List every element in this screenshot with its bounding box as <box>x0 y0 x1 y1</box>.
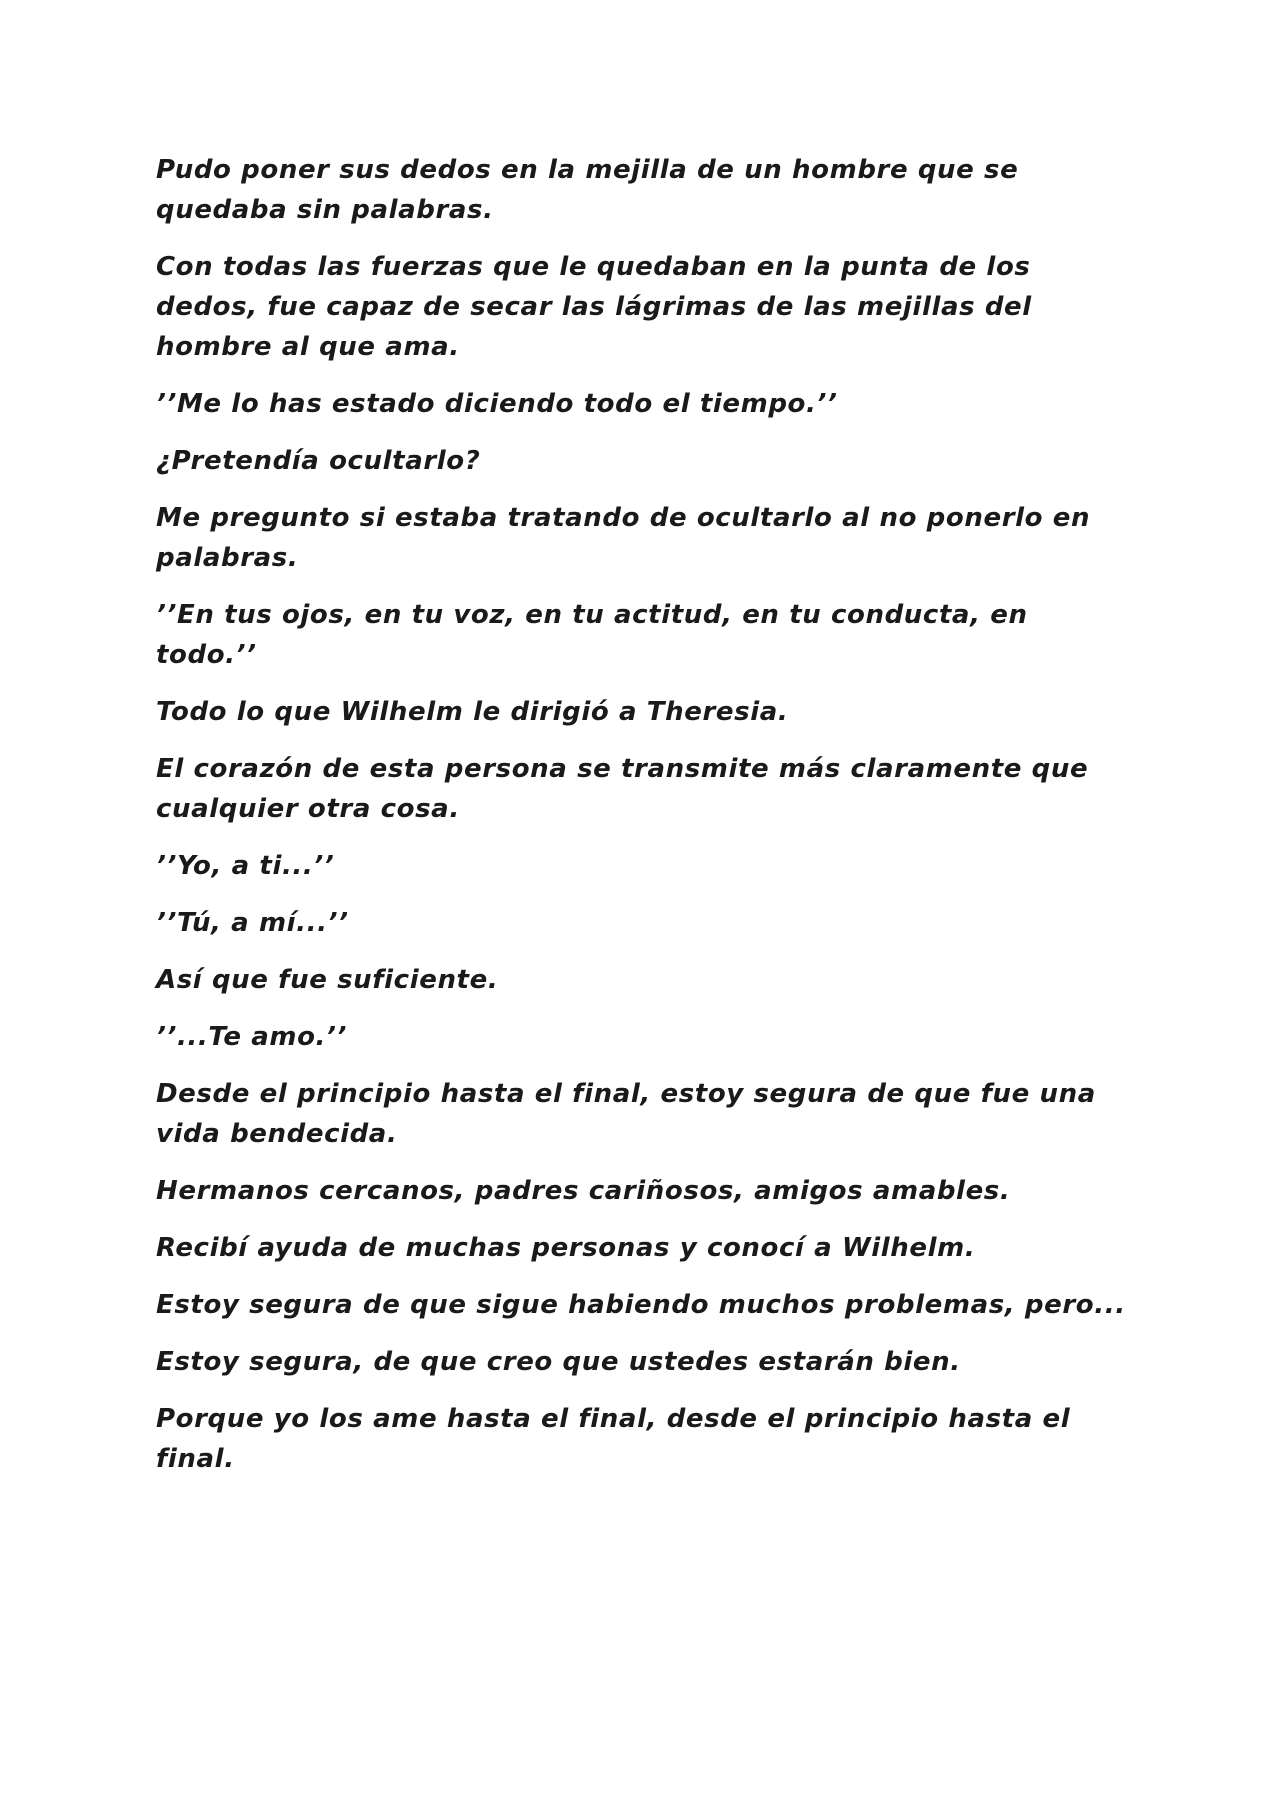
paragraph: ’’Yo, a ti...’’ <box>156 851 335 881</box>
paragraph: Hermanos cercanos, padres cariñosos, amigos amables. <box>156 1176 1011 1206</box>
paragraph: Me pregunto si estaba tratando de ocultarlo al no ponerlo en palabras. <box>156 503 1091 573</box>
paragraph: Pudo poner sus dedos en la mejilla de un hombre que se quedaba sin palabras. <box>156 155 1019 225</box>
paragraph: ’’...Te amo.’’ <box>156 1022 347 1052</box>
paragraph: ¿Pretendía ocultarlo? <box>156 446 481 476</box>
paragraph: Con todas las fuerzas que le quedaban en la punta de los dedos, fue capaz de secar las lágrimas de las mejillas del hombre al que ama. <box>156 252 1032 362</box>
paragraph: El corazón de esta persona se transmite más claramente que cualquier otra cosa. <box>156 754 1089 824</box>
paragraph: Estoy segura, de que creo que ustedes estarán bien. <box>156 1347 961 1377</box>
paragraph: Desde el principio hasta el final, estoy segura de que fue una vida bendecida. <box>156 1079 1096 1149</box>
paragraph: Todo lo que Wilhelm le dirigió a Theresia. <box>156 697 789 727</box>
paragraph: Estoy segura de que sigue habiendo muchos problemas, pero... <box>156 1290 1126 1320</box>
paragraph: Recibí ayuda de muchas personas y conocí a Wilhelm. <box>156 1233 976 1263</box>
paragraph: ’’Me lo has estado diciendo todo el tiempo.’’ <box>156 389 838 419</box>
paragraph: Porque yo los ame hasta el final, desde el principio hasta el final. <box>156 1404 1071 1474</box>
paragraph: ’’En tus ojos, en tu voz, en tu actitud, en tu conducta, en todo.’’ <box>156 600 1028 670</box>
paragraph: ’’Tú, a mí...’’ <box>156 908 349 938</box>
body-text <box>156 150 1136 1496</box>
paragraph: Así que fue suficiente. <box>156 965 499 995</box>
